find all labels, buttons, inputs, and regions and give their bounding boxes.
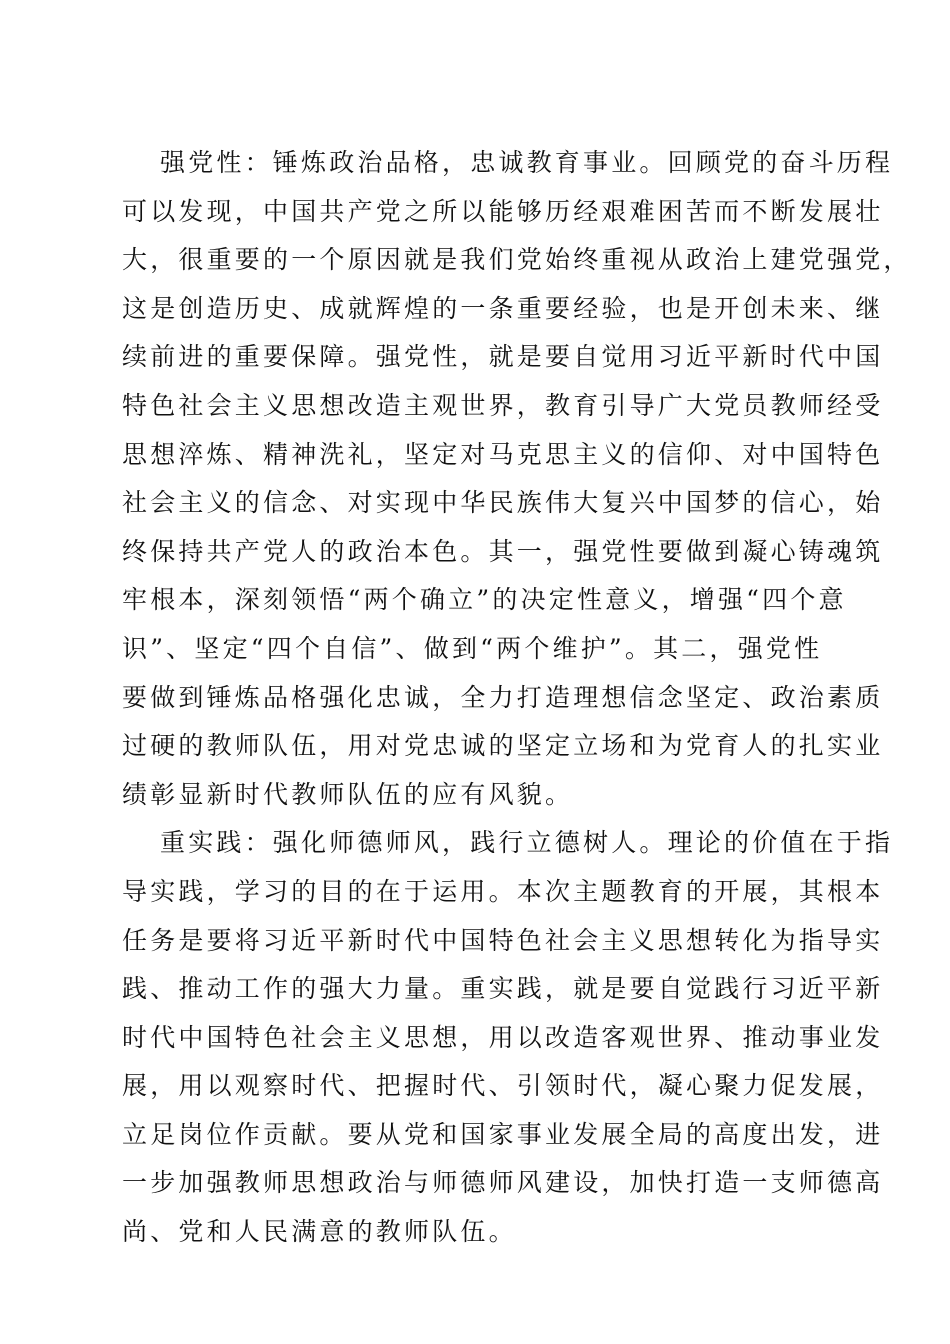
paragraph-line: 践、推动工作的强大力量。重实践，就是要自觉践行习近平新 [122,974,884,1004]
paragraph-line: 时代中国特色社会主义思想，用以改造客观世界、推动事业发 [122,1022,884,1052]
paragraph-line: 牢根本，深刻领悟“两个确立”的决定性意义，增强“四个意 [122,585,847,615]
paragraph-line: 一步加强教师思想政治与师德师风建设，加快打造一支师德高 [122,1168,884,1198]
paragraph-line: 任务是要将习近平新时代中国特色社会主义思想转化为指导实 [122,925,884,955]
paragraph-line: 要做到锤炼品格强化忠诚，全力打造理想信念坚定、政治素质 [122,682,884,712]
paragraph-line: 尚、党和人民满意的教师队伍。 [122,1217,517,1247]
paragraph-line: 绩彰显新时代教师队伍的应有风貌。 [122,779,574,809]
paragraph-line: 大，很重要的一个原因就是我们党始终重视从政治上建党强党， [122,245,912,275]
paragraph-line: 过硬的教师队伍，用对党忠诚的坚定立场和为党育人的扎实业 [122,731,884,761]
paragraph-line: 社会主义的信念、对实现中华民族伟大复兴中国梦的信心，始 [122,488,884,518]
paragraph-line: 这是创造历史、成就辉煌的一条重要经验，也是开创未来、继 [122,293,884,323]
paragraph-line: 识”、坚定“四个自信”、做到“两个维护”。其二，强党性 [122,633,823,663]
paragraph-line: 强党性：锤炼政治品格，忠诚教育事业。回顾党的奋斗历程 [160,148,894,177]
paragraph-line: 可以发现，中国共产党之所以能够历经艰难困苦而不断发展壮 [122,196,884,226]
paragraph-line: 续前进的重要保障。强党性，就是要自觉用习近平新时代中国 [122,342,884,372]
paragraph-line: 思想淬炼、精神洗礼，坚定对马克思主义的信仰、对中国特色 [122,439,884,469]
paragraph-line: 终保持共产党人的政治本色。其一，强党性要做到凝心铸魂筑 [122,536,884,566]
paragraph-strengthen-party-spirit [122,139,912,819]
document-body [122,139,912,1257]
paragraph-line: 立足岗位作贡献。要从党和国家事业发展全局的高度出发，进 [122,1119,884,1149]
paragraph-emphasize-practice [122,819,894,1256]
paragraph-line: 展，用以观察时代、把握时代、引领时代，凝心聚力促发展， [122,1071,884,1101]
paragraph-line: 重实践：强化师德师风，践行立德树人。理论的价值在于指 [160,828,894,858]
paragraph-line: 导实践，学习的目的在于运用。本次主题教育的开展，其根本 [122,876,884,906]
paragraph-line: 特色社会主义思想改造主观世界，教育引导广大党员教师经受 [122,390,884,420]
